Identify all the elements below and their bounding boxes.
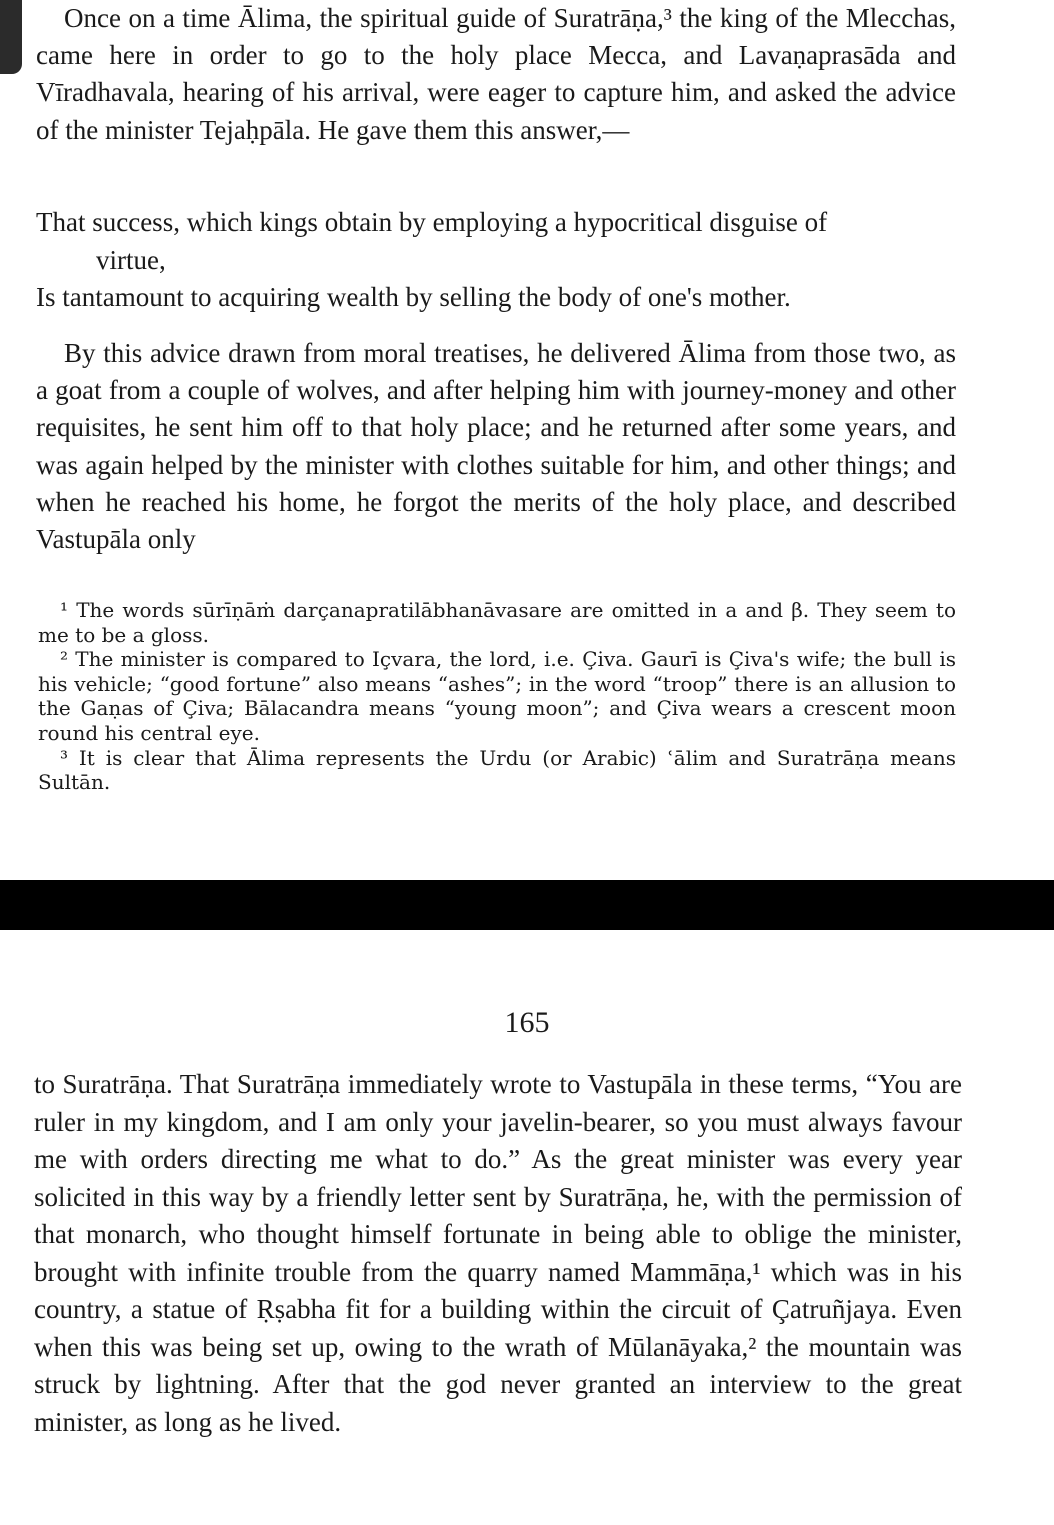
- footnote-2: ² The minister is compared to Içvara, the lord, i.e. Çiva. Gaurī is Çiva's wife; the bull is his vehicle; “good fortune” also means “ashes”; in the word “troop” there is an allusion to the Gaṇas of Çiva; Bālacandra means “young moon”; and Çiva wears a crescent moon round his central eye.: [38, 647, 956, 745]
- page-separator-bar: [0, 880, 1054, 930]
- page-number: 165: [504, 1006, 550, 1039]
- corner-tab: [0, 0, 22, 74]
- paragraph-alima-visit: Once on a time Ālima, the spiritual guide of Suratrāṇa,³ the king of the Mlecchas, came here in order to go to the holy place Mecca, and Lavaṇaprasāda and Vīradhavala, hearing of his arrival, were eager to capture him, and asked the advice of the minister Tejaḥpāla. He gave them this answer,—: [36, 3, 956, 145]
- verse-line-1: That success, which kings obtain by employing a hypocritical disguise of: [36, 207, 828, 237]
- footnote-3: ³ It is clear that Ālima represents the Urdu (or Arabic) ʿālim and Suratrāṇa means Sultān.: [38, 745, 956, 795]
- verse-line-2: Is tantamount to acquiring wealth by selling the body of one's mother.: [36, 282, 791, 312]
- paragraph-suratrana-letter: to Suratrāṇa. That Suratrāṇa immediately wrote to Vastupāla in these terms, “You are ruler in my kingdom, and I am only your javelin-bearer, so you must always favour me with orders directing me what to do.” As the great minister was every year solicited in this way by a friendly letter sent by Suratrāṇa, he, with the permission of that monarch, who thought himself fortunate in being able to oblige the minister, brought with infinite trouble from the quarry named Mammāṇa,¹ which was in his country, a statue of Ṛṣabha fit for a building within the circuit of Çatruñjaya. Even when this was being set up, owing to the wrath of Mūlanāyaka,² the mountain was struck by lightning. After that the god never granted an interview to the great minister, as long as he lived.: [34, 1069, 962, 1437]
- verse-line-1-continuation: virtue,: [96, 244, 166, 275]
- footnote-1: ¹ The words sūrīṇāṁ darçanapratilābhanāvasare are omitted in a and β. They seem to me to be a gloss.: [38, 598, 956, 647]
- footnotes: [38, 598, 956, 795]
- paragraph-advice: By this advice drawn from moral treatises, he delivered Ālima from those two, as a goat from a couple of wolves, and after helping him with journey-money and other requisites, he sent him off to that holy place; and he returned after some years, and was again helped by the minister with clothes suitable for him, and other things; and when he reached his home, he forgot the merits of the holy place, and described Vastupāla only: [36, 338, 956, 555]
- verse-quotation: [36, 204, 956, 317]
